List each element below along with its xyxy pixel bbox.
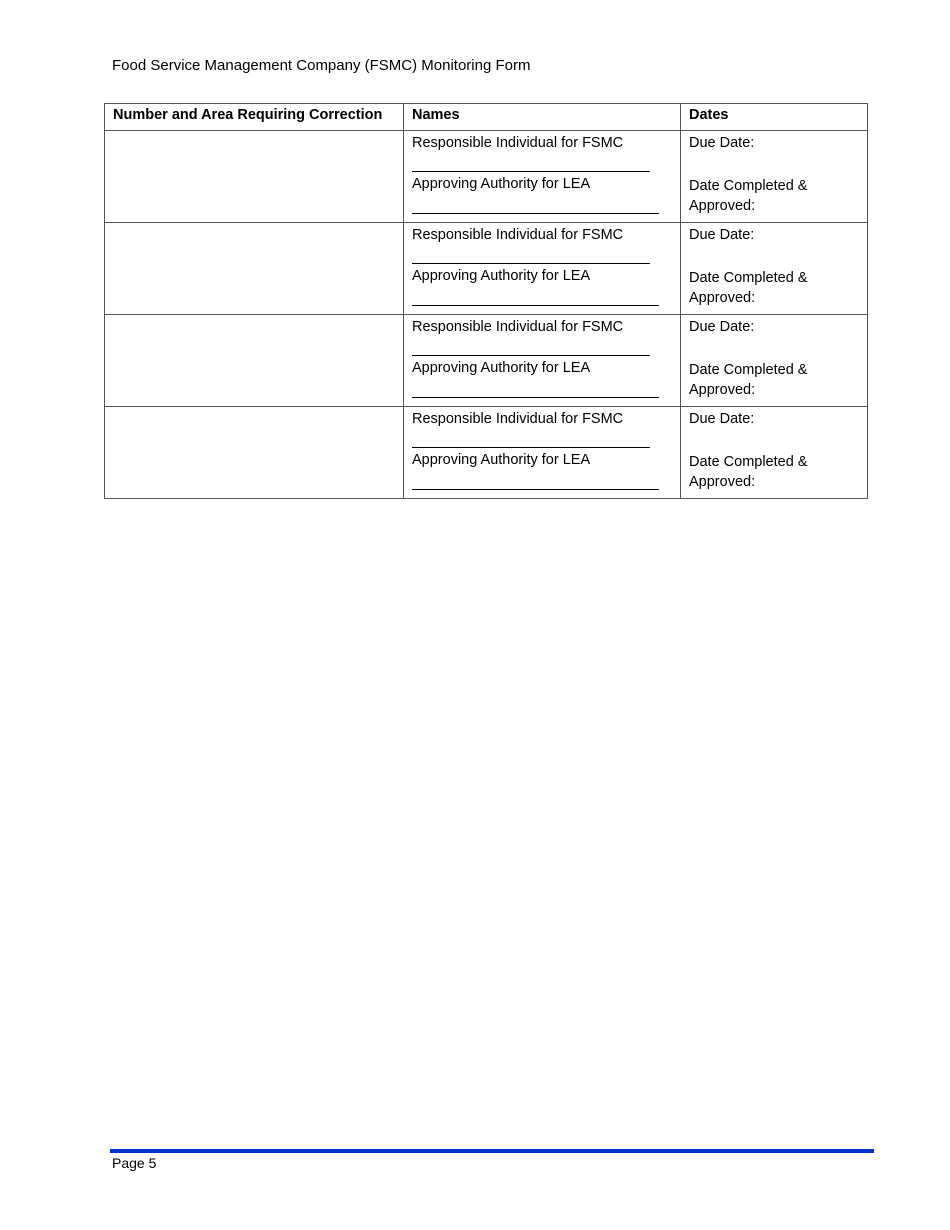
- lea-label: Approving Authority for LEA: [412, 268, 591, 284]
- fsmc-signature-line[interactable]: [412, 447, 650, 448]
- dates-cell: [681, 407, 868, 499]
- due-date-label: Due Date:: [689, 411, 755, 427]
- fsmc-signature-line[interactable]: [412, 355, 650, 356]
- table-row: [105, 223, 868, 315]
- fsmc-label: Responsible Individual for FSMC: [412, 135, 624, 151]
- due-date-label: Due Date:: [689, 135, 755, 151]
- fsmc-label: Responsible Individual for FSMC: [412, 319, 624, 335]
- page-number: Page 5: [112, 1155, 157, 1171]
- column-header-names: Names: [404, 104, 681, 131]
- lea-signature-line[interactable]: [412, 397, 659, 398]
- fsmc-signature-line[interactable]: [412, 171, 650, 172]
- names-cell: [404, 131, 681, 223]
- date-completed-label: Date Completed & Approved:: [689, 362, 808, 398]
- names-cell: [404, 223, 681, 315]
- due-date-label: Due Date:: [689, 227, 755, 243]
- fsmc-signature-line[interactable]: [412, 263, 650, 264]
- area-cell[interactable]: [105, 315, 404, 407]
- fsmc-label: Responsible Individual for FSMC: [412, 227, 624, 243]
- table-header-row: [105, 104, 868, 131]
- dates-cell: [681, 315, 868, 407]
- lea-signature-line[interactable]: [412, 305, 659, 306]
- lea-label: Approving Authority for LEA: [412, 176, 591, 192]
- dates-cell: [681, 131, 868, 223]
- date-completed-label: Date Completed & Approved:: [689, 270, 808, 306]
- names-cell: [404, 407, 681, 499]
- document-header: Food Service Management Company (FSMC) Monitoring Form: [112, 57, 531, 74]
- area-cell[interactable]: [105, 407, 404, 499]
- column-header-area: Number and Area Requiring Correction: [105, 104, 404, 131]
- date-completed-label: Date Completed & Approved:: [689, 178, 808, 214]
- lea-label: Approving Authority for LEA: [412, 452, 591, 468]
- table-row: [105, 315, 868, 407]
- date-completed-label: Date Completed & Approved:: [689, 454, 808, 490]
- dates-cell: [681, 223, 868, 315]
- due-date-label: Due Date:: [689, 319, 755, 335]
- footer-rule: [110, 1149, 874, 1153]
- lea-signature-line[interactable]: [412, 489, 659, 490]
- lea-signature-line[interactable]: [412, 213, 659, 214]
- column-header-dates: Dates: [681, 104, 868, 131]
- correction-table: [104, 103, 868, 499]
- area-cell[interactable]: [105, 223, 404, 315]
- area-cell[interactable]: [105, 131, 404, 223]
- names-cell: [404, 315, 681, 407]
- fsmc-label: Responsible Individual for FSMC: [412, 411, 624, 427]
- table-row: [105, 131, 868, 223]
- table-row: [105, 407, 868, 499]
- lea-label: Approving Authority for LEA: [412, 360, 591, 376]
